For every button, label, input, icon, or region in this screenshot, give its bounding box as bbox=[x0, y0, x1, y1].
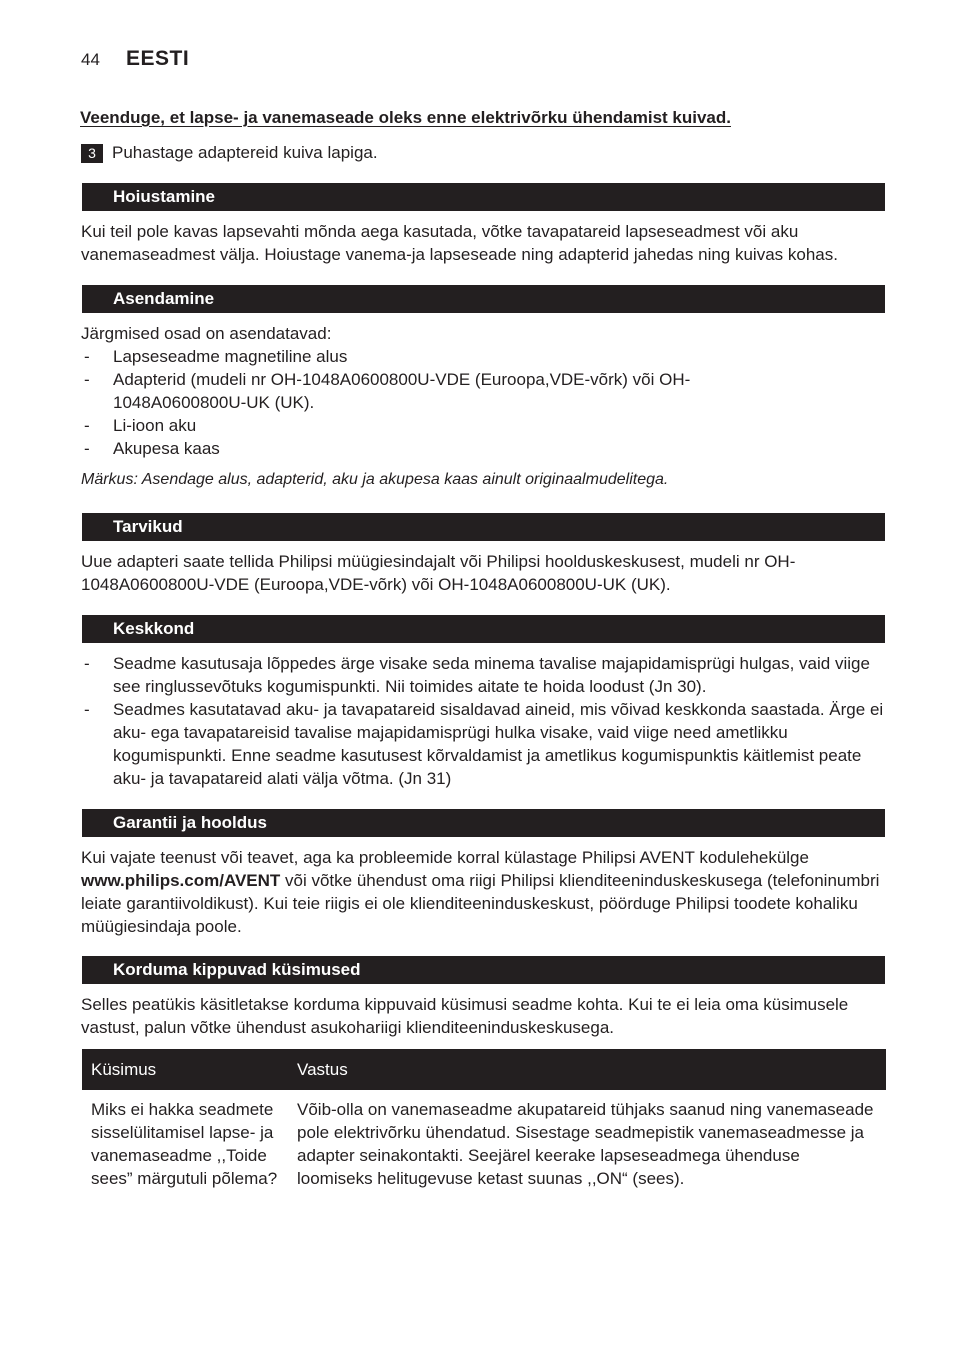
section-title: Garantii ja hooldus bbox=[113, 813, 267, 832]
list-item: - Li-ioon aku bbox=[81, 414, 781, 437]
replacement-intro: Järgmised osad on asendatavad: bbox=[81, 324, 332, 343]
section-title: Keskkond bbox=[113, 619, 195, 638]
section-header-accessories bbox=[82, 513, 885, 541]
language-heading: EESTI bbox=[126, 47, 190, 70]
faq-paragraph: Selles peatükis käsitletakse korduma kippuvaid küsimusi seadme kohta. Kui te ei leia oma küsimusele vastust, palun võtke ühendust asukohariigi klienditeeninduskeskusega. bbox=[81, 995, 849, 1037]
replacement-note: Märkus: Asendage alus, adapterid, aku ja akupesa kaas ainult originaalmudelitega. bbox=[81, 471, 669, 488]
guarantee-text-end: või võtke ühendust oma riigi Philipsi klienditeeninduskeskusega (telefoninumbri leiate garantiivoldikust). Kui teie riigis ei ole klienditeeninduskeskust, pöörduge Philipsi toodete kohaliku müügiesindaja poole. bbox=[81, 871, 880, 936]
list-item: - Lapseseadme magnetiline alus bbox=[81, 345, 781, 368]
answer-cell: Võib-olla on vanemaseadme akupatareid tühjaks saanud ning vanemaseade pole elektrivõrku ühendatud. Sisestage seadmepistik vanemaseadmesse ja adapter seinakontakti. Seejärel keerake lapseseadmega ühenduse loomiseks helitugevuse ketast suunas ,,ON“ (sees). bbox=[297, 1100, 874, 1188]
step-item bbox=[81, 143, 378, 163]
list-item: - Seadmes kasutatavad aku- ja tavapatareid sisaldavad aineid, mis võivad keskkonda saastada. Ärge ei aku- ega tavapatareisid tavalise majapidamisprügi hulka visake, vaid viige need ametlikku kogumispunkti. Enne seadme kasutusest kõrvaldamist ja ametlikus kogumispunktis käitlemist peate aku- ja tavapatareid alati välja võtma. (Jn 31) bbox=[81, 698, 886, 790]
storage-paragraph: Kui teil pole kavas lapsevahti mõnda aega kasutada, võtke tavapatareid lapseseadmest või aku vanemaseadmest välja. Hoiustage vanema-ja lapseseade ning adapterid jahedas ning kuivas kohas. bbox=[81, 222, 838, 264]
column-header-answer: Vastus bbox=[297, 1060, 348, 1079]
question-cell: Miks ei hakka seadmete sisselülitamisel lapse- ja vanemaseadme ,,Toide sees” märgutuli põlema? bbox=[91, 1100, 278, 1188]
list-item: - Adapterid (mudeli nr OH-1048A0600800U-VDE (Euroopa,VDE-võrk) või OH-1048A0600800U-UK (UK). bbox=[81, 368, 781, 414]
faq-table bbox=[82, 1049, 886, 1190]
section-header-environment bbox=[82, 615, 885, 643]
section-header-faq bbox=[82, 956, 885, 984]
page-number: 44 bbox=[81, 50, 100, 69]
website-link[interactable]: www.philips.com/AVENT bbox=[81, 871, 281, 890]
section-title: Korduma kippuvad küsimused bbox=[113, 960, 361, 979]
section-header-guarantee bbox=[82, 809, 885, 837]
step-number-badge: 3 bbox=[81, 144, 103, 163]
list-item: - Seadme kasutusaja lõppedes ärge visake seda minema tavalise majapidamisprügi hulgas, vaid viige see ringlussevõtuks kogumispunkti. Nii toimides aitate te hoida loodust (Jn 30). bbox=[81, 652, 886, 698]
table-row bbox=[82, 1090, 886, 1190]
environment-list bbox=[81, 652, 886, 790]
section-header-storage bbox=[82, 183, 885, 211]
replacement-list bbox=[81, 345, 781, 460]
guarantee-text-start: Kui vajate teenust või teavet, aga ka probleemide korral külastage Philipsi AVENT kodulehekülge bbox=[81, 848, 809, 867]
step-text: Puhastage adaptereid kuiva lapiga. bbox=[112, 143, 378, 162]
accessories-paragraph: Uue adapteri saate tellida Philipsi müügiesindajalt või Philipsi hoolduskeskusest, mudeli nr OH-1048A0600800U-VDE (Euroopa,VDE-võrk) või OH-1048A0600800U-UK (UK). bbox=[81, 552, 796, 594]
guarantee-paragraph bbox=[81, 846, 886, 938]
warning-text: Veenduge, et lapse- ja vanemaseade oleks enne elektrivõrku ühendamist kuivad. bbox=[80, 108, 731, 127]
table-header bbox=[82, 1049, 886, 1090]
section-title: Tarvikud bbox=[113, 517, 183, 536]
section-header-replacement bbox=[82, 285, 885, 313]
column-header-question: Küsimus bbox=[91, 1060, 157, 1079]
section-title: Hoiustamine bbox=[113, 187, 216, 206]
list-item: - Akupesa kaas bbox=[81, 437, 781, 460]
section-title: Asendamine bbox=[113, 289, 215, 308]
